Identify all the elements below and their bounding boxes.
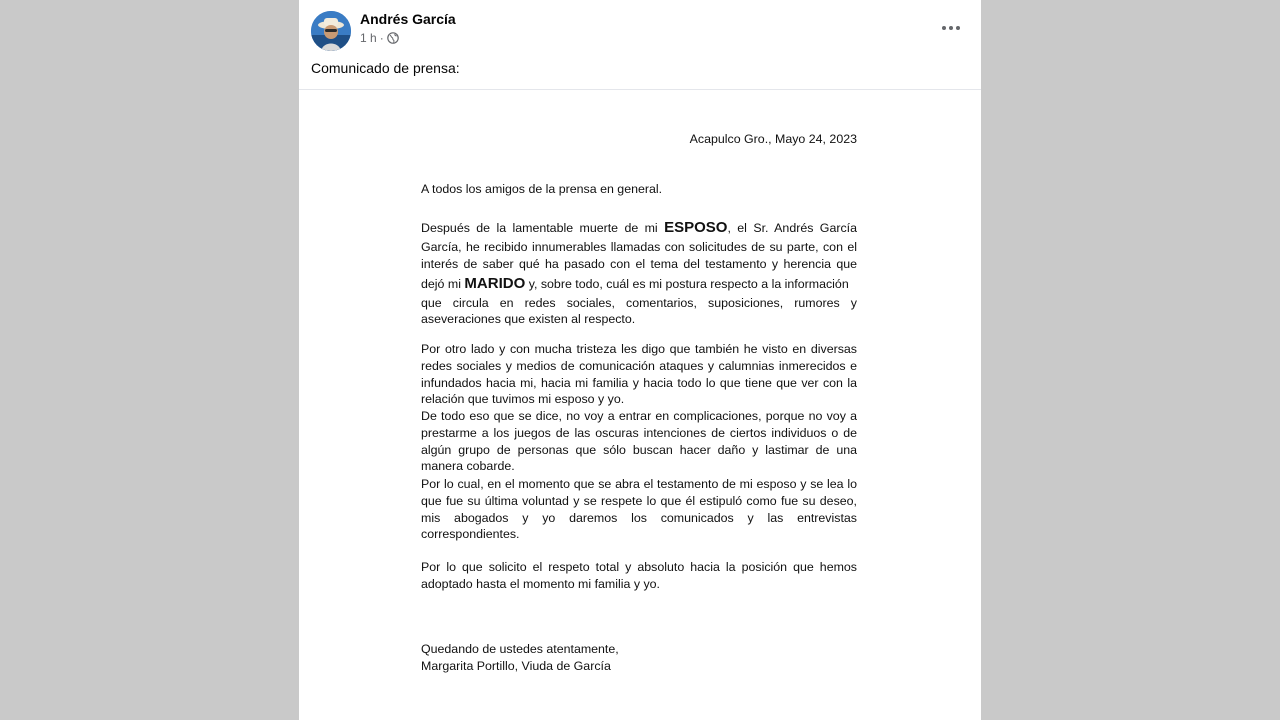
letter-text: , el Sr. Andrés García: [727, 221, 857, 235]
letter-line: Por lo cual, en el momento que se abra el testamento de mi esposo y se lea lo: [421, 477, 857, 491]
letter-text: Después de la lamentable muerte de mi: [421, 221, 658, 235]
letter-signature-name: Margarita Portillo, Viuda de García: [421, 658, 611, 673]
letter-line: Por lo que solicito el respeto total y absoluto hacia la posición que hemos: [421, 560, 857, 574]
letter-line: aseveraciones que existen al respecto.: [421, 312, 636, 327]
letter-greeting: A todos los amigos de la prensa en general.: [421, 182, 663, 196]
letter-image[interactable]: [299, 90, 981, 720]
letter-line: infundados hacia mi, hacia mi familia y hacia todo lo que tiene que ver con la: [421, 375, 857, 390]
letter-line: prestarme a los juegos de las oscuras intenciones de ciertos individuos o de: [421, 425, 857, 440]
letter-line: adoptado hasta el momento mi familia y yo.: [421, 576, 660, 591]
letter-line: que circula en redes sociales, comentarios, suposiciones, rumores y: [421, 295, 857, 310]
letter-paragraph-5: [421, 559, 857, 593]
letter-closing: [421, 641, 857, 675]
letter-line: correspondientes.: [421, 527, 520, 542]
author-name[interactable]: Andrés García: [360, 11, 456, 27]
letter-line: algún grupo de personas que sólo buscan hacer daño y lastimar de una: [421, 442, 857, 457]
post-text: Comunicado de prensa:: [311, 60, 460, 76]
letter-line: [421, 217, 857, 239]
more-options-icon: [941, 25, 961, 31]
letter-paragraph-1: [421, 217, 857, 328]
letter-date: Acapulco Gro., Mayo 24, 2023: [689, 132, 857, 146]
more-options-button[interactable]: [939, 16, 963, 40]
post-header: [299, 0, 981, 56]
letter-signoff: Quedando de ustedes atentamente,: [421, 642, 619, 656]
letter-text: dejó mi: [421, 276, 461, 291]
letter-line: García, he recibido innumerables llamadas con solicitudes de su parte, con el: [421, 240, 857, 254]
post-meta: [360, 31, 399, 45]
letter-text: y, sobre todo, cuál es mi postura respecto a la información: [528, 276, 849, 291]
globe-icon[interactable]: [387, 32, 399, 44]
post-time[interactable]: 1 h: [360, 31, 377, 45]
letter-paragraph-2: [421, 341, 857, 408]
letter-line: [421, 273, 857, 295]
letter-paragraph-4: [421, 476, 857, 543]
letter-line: que fue su última voluntad y se respete lo que él estipuló como fue su deseo,: [421, 493, 857, 508]
letter-paragraph-3: [421, 408, 857, 475]
letter-line: relación que tuvimos mi esposo y yo.: [421, 392, 625, 407]
emphasis-marido: MARIDO: [464, 274, 526, 292]
emphasis-esposo: ESPOSO: [664, 219, 728, 236]
letter-line: interés de saber qué ha pasado con el tema del testamento y herencia que: [421, 256, 857, 271]
letter-line: De todo eso que se dice, no voy a entrar en complicaciones, porque no voy a: [421, 409, 857, 423]
facebook-post: [299, 0, 981, 720]
letter-line: manera cobarde.: [421, 459, 515, 474]
letter-line: redes sociales y medios de comunicación ataques y calumnias inmerecidos e: [421, 358, 857, 373]
profile-photo-icon: [311, 11, 351, 51]
meta-separator: ·: [379, 31, 384, 45]
letter-line: mis abogados y yo daremos los comunicados y las entrevistas: [421, 510, 857, 525]
author-avatar[interactable]: [311, 11, 351, 51]
letter-line: Por otro lado y con mucha tristeza les digo que también he visto en diversas: [421, 342, 857, 356]
